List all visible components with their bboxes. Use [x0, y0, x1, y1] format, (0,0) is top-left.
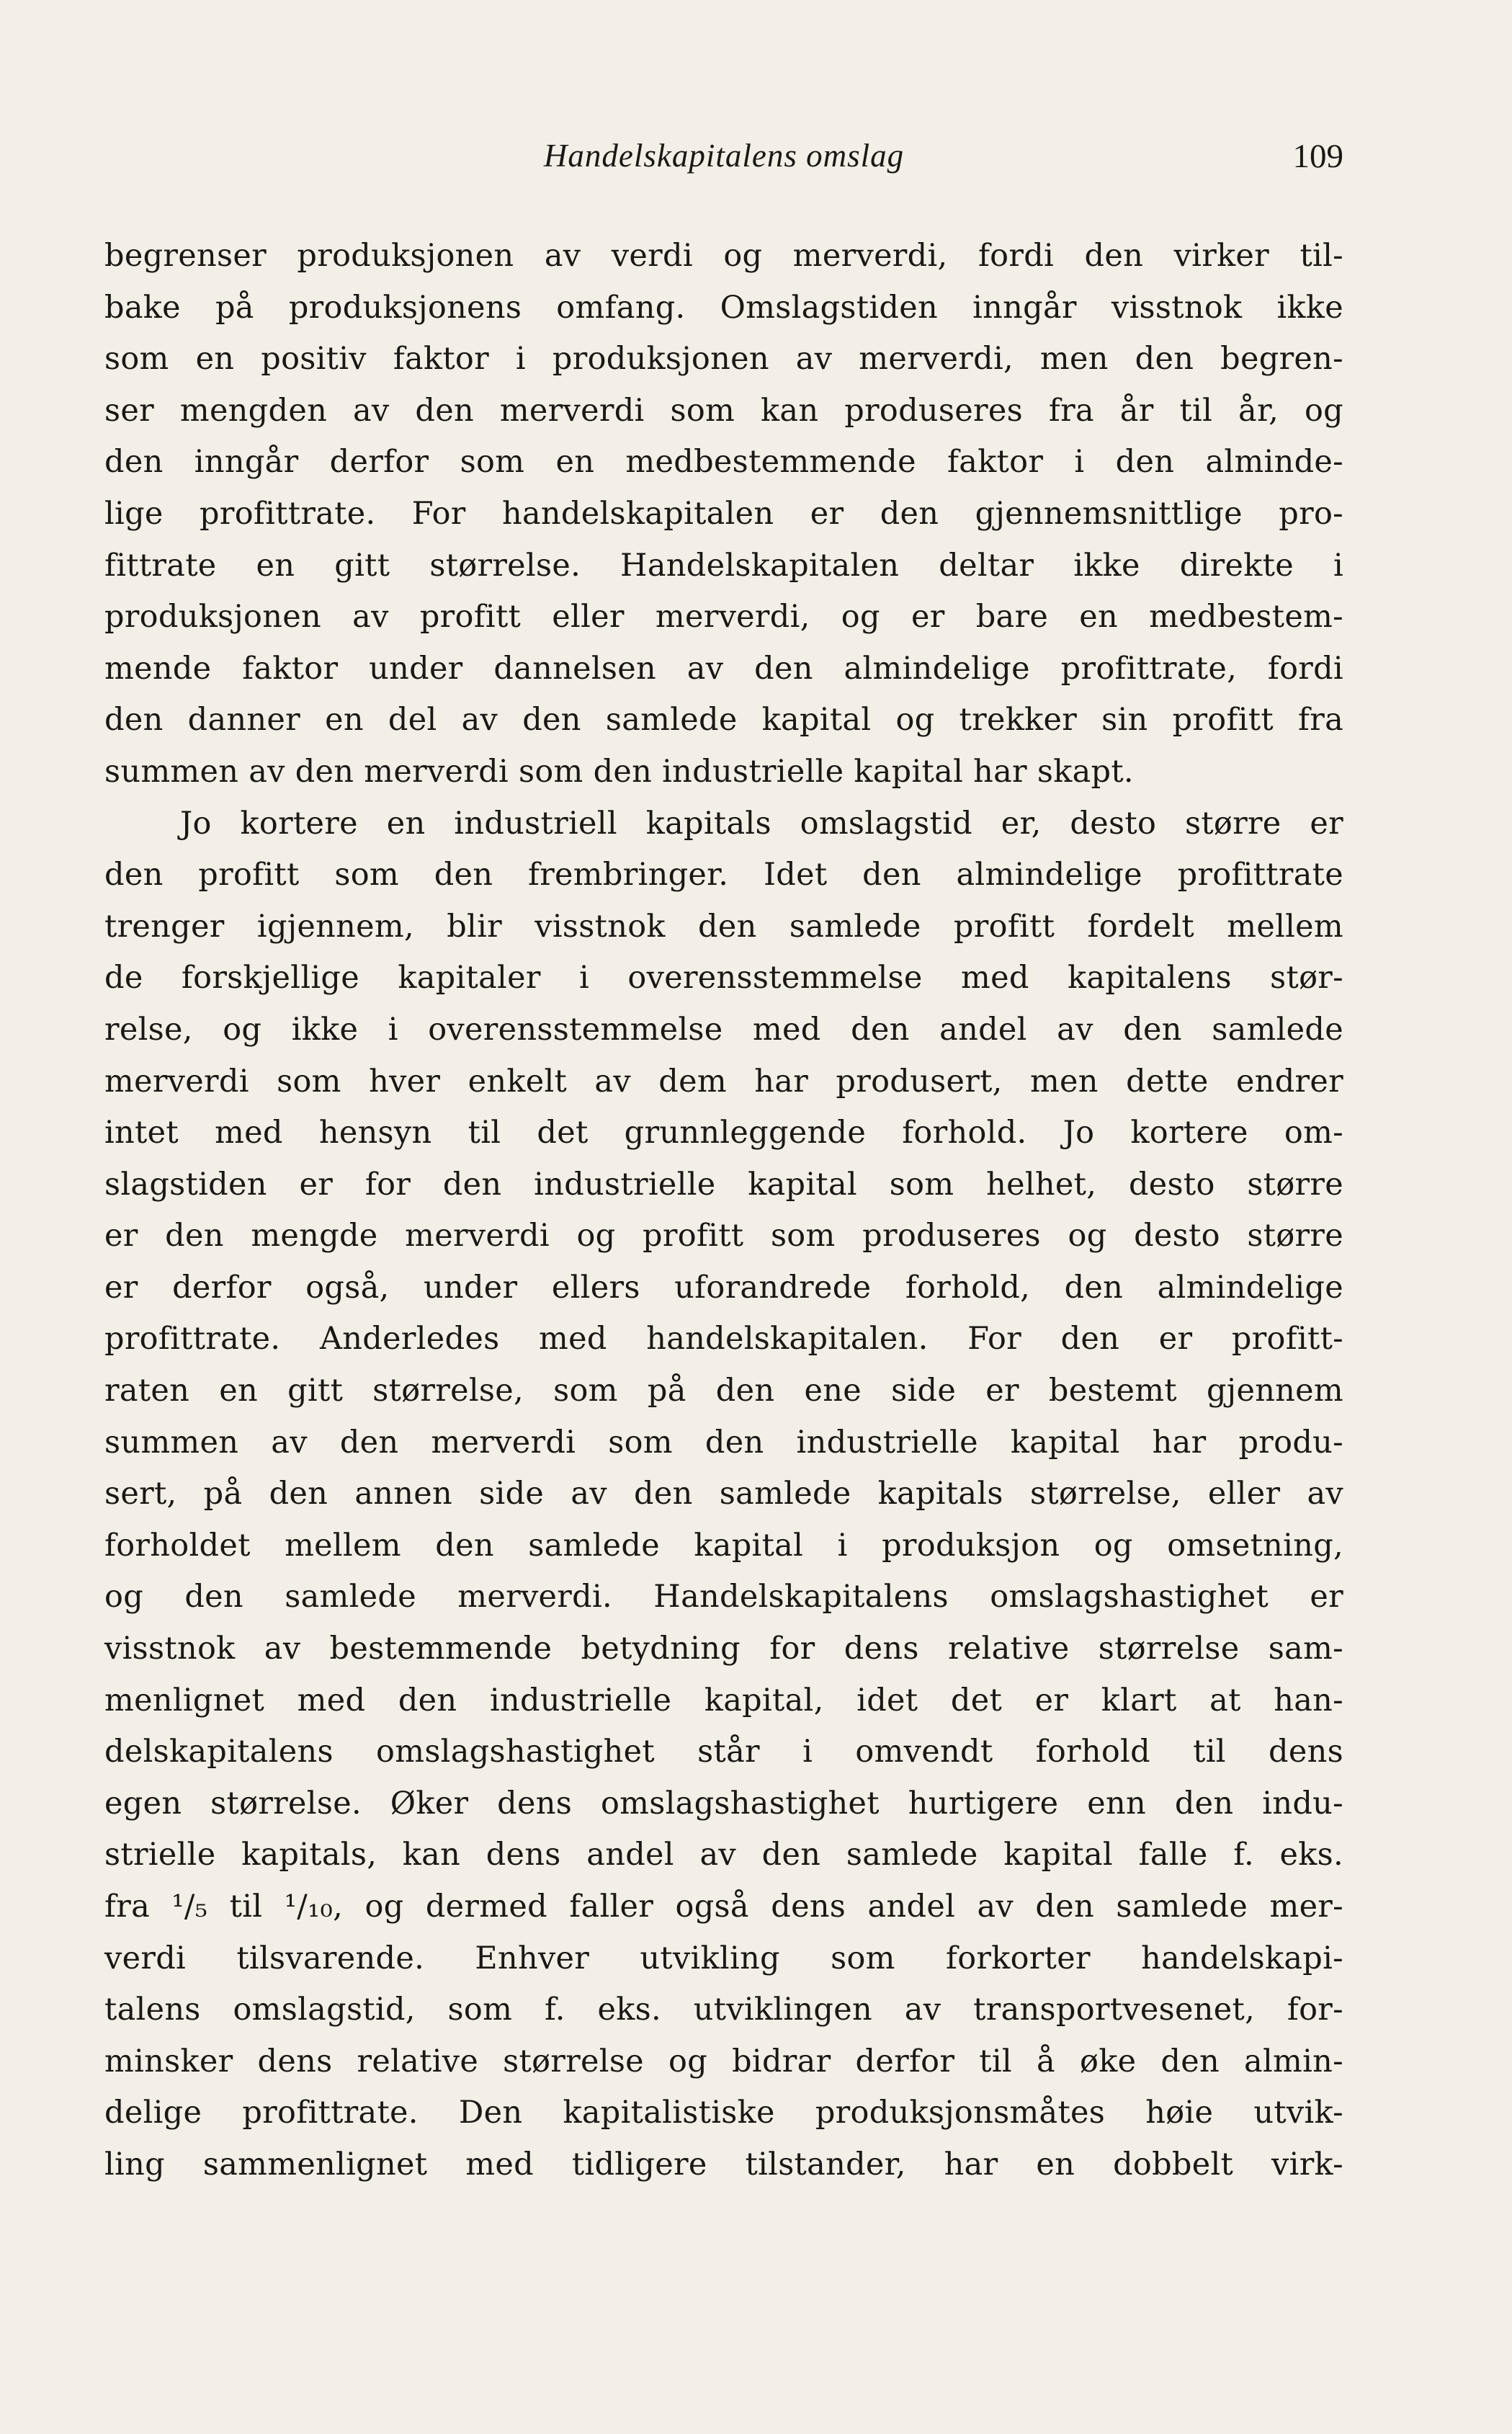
text-line: strielle kapitals, kan dens andel av den samlede kapital falle f. eks.	[104, 1837, 1343, 1873]
text-line: den inngår derfor som en medbestemmende faktor i den alminde-	[104, 444, 1343, 481]
text-line: begrenser produksjonen av verdi og merverdi, fordi den virker til-	[104, 238, 1343, 274]
text-line: forholdet mellem den samlede kapital i produksjon og omsetning,	[104, 1527, 1343, 1564]
text-line: som en positiv faktor i produksjonen av merverdi, men den begren-	[104, 341, 1343, 378]
text-line: egen størrelse. Øker dens omslagshastighet hurtigere enn den indu-	[104, 1785, 1343, 1822]
text-line: produksjonen av profitt eller merverdi, og er bare en medbestem-	[104, 599, 1343, 636]
text-line: bake på produksjonens omfang. Omslagstiden inngår visstnok ikke	[104, 289, 1343, 326]
text-line: ling sammenlignet med tidligere tilstander, har en dobbelt virk-	[104, 2146, 1343, 2183]
text-line: og den samlede merverdi. Handelskapitalens omslagshastighet er	[104, 1579, 1343, 1615]
text-line: menlignet med den industrielle kapital, idet det er klart at han-	[104, 1682, 1343, 1718]
text-line: trenger igjennem, blir visstnok den samlede profitt fordelt mellem	[104, 908, 1343, 945]
text-line: delige profittrate. Den kapitalistiske produksjonsmåtes høie utvik-	[104, 2095, 1343, 2131]
text-line: profittrate. Anderledes med handelskapitalen. For den er profitt-	[104, 1321, 1343, 1358]
text-line: Jo kortere en industriell kapitals omslagstid er, desto større er	[180, 805, 1343, 842]
page-number: 109	[1292, 138, 1343, 175]
text-line: minsker dens relative størrelse og bidrar derfor til å øke den almin-	[104, 2043, 1343, 2079]
text-line: visstnok av bestemmende betydning for dens relative størrelse sam-	[104, 1631, 1343, 1667]
text-line: summen av den merverdi som den industrielle kapital har produ-	[104, 1424, 1343, 1461]
text-line: fittrate en gitt størrelse. Handelskapitalen deltar ikke direkte i	[104, 547, 1343, 584]
text-line: fra ¹/₅ til ¹/₁₀, og dermed faller også dens andel av den samlede mer-	[104, 1889, 1343, 1925]
text-line: verdi tilsvarende. Enhver utvikling som forkorter handelskapi-	[104, 1940, 1343, 1976]
text-line: den danner en del av den samlede kapital og trekker sin profitt fra	[104, 702, 1343, 739]
text-line: de forskjellige kapitaler i overensstemmelse med kapitalens stør-	[104, 960, 1343, 997]
text-line: delskapitalens omslagshastighet står i omvendt forhold til dens	[104, 1734, 1343, 1770]
running-title: Handelskapitalens omslag	[543, 138, 905, 174]
text-line: er den mengde merverdi og profitt som produseres og desto større	[104, 1218, 1343, 1254]
text-line: lige profittrate. For handelskapitalen er den gjennemsnittlige pro-	[104, 495, 1343, 532]
text-line: sert, på den annen side av den samlede kapitals størrelse, eller av	[104, 1476, 1343, 1512]
text-line: summen av den merverdi som den industrielle kapital har skapt.	[104, 753, 1134, 790]
text-line: mende faktor under dannelsen av den almindelige profittrate, fordi	[104, 650, 1343, 687]
text-line: intet med hensyn til det grunnleggende forhold. Jo kortere om-	[104, 1115, 1343, 1151]
text-line: er derfor også, under ellers uforandrede forhold, den almindelige	[104, 1269, 1343, 1306]
text-line: slagstiden er for den industrielle kapital som helhet, desto større	[104, 1166, 1343, 1203]
text-line: den profitt som den frembringer. Idet den almindelige profittrate	[104, 857, 1343, 893]
text-line: raten en gitt størrelse, som på den ene side er bestemt gjennem	[104, 1373, 1343, 1409]
body-text	[104, 231, 1343, 2191]
text-line: ser mengden av den merverdi som kan produseres fra år til år, og	[104, 392, 1343, 429]
running-head	[104, 137, 1343, 187]
text-line: talens omslagstid, som f. eks. utviklingen av transportvesenet, for-	[104, 1992, 1343, 2028]
text-line: relse, og ikke i overensstemmelse med den andel av den samlede	[104, 1011, 1343, 1048]
text-line: merverdi som hver enkelt av dem har produsert, men dette endrer	[104, 1063, 1343, 1100]
